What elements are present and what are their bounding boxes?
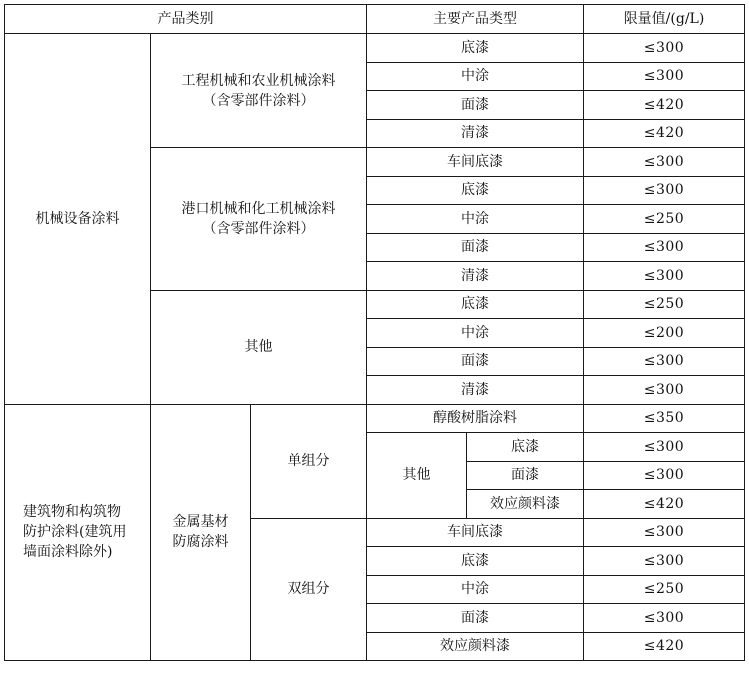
group-line: 工程机械和农业机械涂料	[181, 72, 336, 89]
limit-value: ≤420	[584, 632, 745, 661]
limit-value: ≤300	[584, 347, 745, 376]
limit-value: ≤300	[584, 376, 745, 405]
limit-value: ≤250	[584, 575, 745, 604]
machinery-group-port-chemical	[151, 148, 367, 291]
limit-value: ≤200	[584, 319, 745, 348]
substrate-line: 防腐涂料	[172, 534, 229, 551]
limit-value: ≤300	[584, 604, 745, 633]
limit-value: ≤300	[584, 34, 745, 63]
building-category	[5, 404, 151, 661]
limit-value: ≤420	[584, 490, 745, 519]
limit-value: ≤300	[584, 62, 745, 91]
product-type: 面漆	[367, 233, 584, 262]
product-type: 清漆	[367, 376, 584, 405]
limit-value: ≤300	[584, 148, 745, 177]
machinery-group-construction-agri	[151, 34, 367, 148]
limit-value: ≤250	[584, 205, 745, 234]
product-type: 底漆	[367, 176, 584, 205]
metal-substrate-anticorrosion	[151, 404, 251, 661]
product-type: 面漆	[367, 91, 584, 120]
limit-value: ≤300	[584, 461, 745, 490]
limit-value: ≤300	[584, 433, 745, 462]
table-row	[5, 34, 745, 63]
table-header-row	[5, 5, 745, 34]
product-type: 中涂	[367, 575, 584, 604]
product-type: 中涂	[367, 62, 584, 91]
single-component-label: 单组分	[251, 404, 367, 518]
substrate-line: 金属基材	[172, 514, 229, 531]
product-type: 清漆	[367, 262, 584, 291]
single-other-label: 其他	[367, 433, 467, 519]
product-type: 底漆	[467, 433, 584, 462]
limit-value: ≤420	[584, 91, 745, 120]
header-limit: 限量值/(g/L)	[584, 5, 745, 34]
limit-value: ≤300	[584, 262, 745, 291]
group-line: （含零部件涂料）	[202, 92, 315, 109]
product-type: 醇酸树脂涂料	[367, 404, 584, 433]
limit-value: ≤300	[584, 518, 745, 547]
category-line: 墙面涂料除外)	[23, 544, 113, 561]
limit-value: ≤300	[584, 547, 745, 576]
product-type: 效应颜料漆	[467, 490, 584, 519]
limit-value: ≤420	[584, 119, 745, 148]
product-type: 效应颜料漆	[367, 632, 584, 661]
machinery-group-other: 其他	[151, 290, 367, 404]
category-line: 防护涂料(建筑用	[23, 524, 127, 541]
group-line: 港口机械和化工机械涂料	[181, 200, 336, 217]
product-type: 中涂	[367, 205, 584, 234]
product-type: 车间底漆	[367, 148, 584, 177]
product-type: 底漆	[367, 547, 584, 576]
product-type: 面漆	[367, 604, 584, 633]
machinery-category: 机械设备涂料	[5, 34, 151, 405]
product-type: 面漆	[467, 461, 584, 490]
header-category: 产品类别	[5, 5, 367, 34]
group-line: （含零部件涂料）	[202, 220, 315, 237]
table-row	[5, 404, 745, 433]
product-type: 车间底漆	[367, 518, 584, 547]
product-type: 中涂	[367, 319, 584, 348]
product-type: 底漆	[367, 290, 584, 319]
limit-value: ≤300	[584, 233, 745, 262]
voc-limit-table	[4, 4, 745, 661]
product-type: 清漆	[367, 119, 584, 148]
limit-value: ≤350	[584, 404, 745, 433]
category-line: 建筑物和构筑物	[23, 504, 121, 521]
product-type: 底漆	[367, 34, 584, 63]
double-component-label: 双组分	[251, 518, 367, 661]
product-type: 面漆	[367, 347, 584, 376]
limit-value: ≤300	[584, 176, 745, 205]
limit-value: ≤250	[584, 290, 745, 319]
header-main-type: 主要产品类型	[367, 5, 584, 34]
